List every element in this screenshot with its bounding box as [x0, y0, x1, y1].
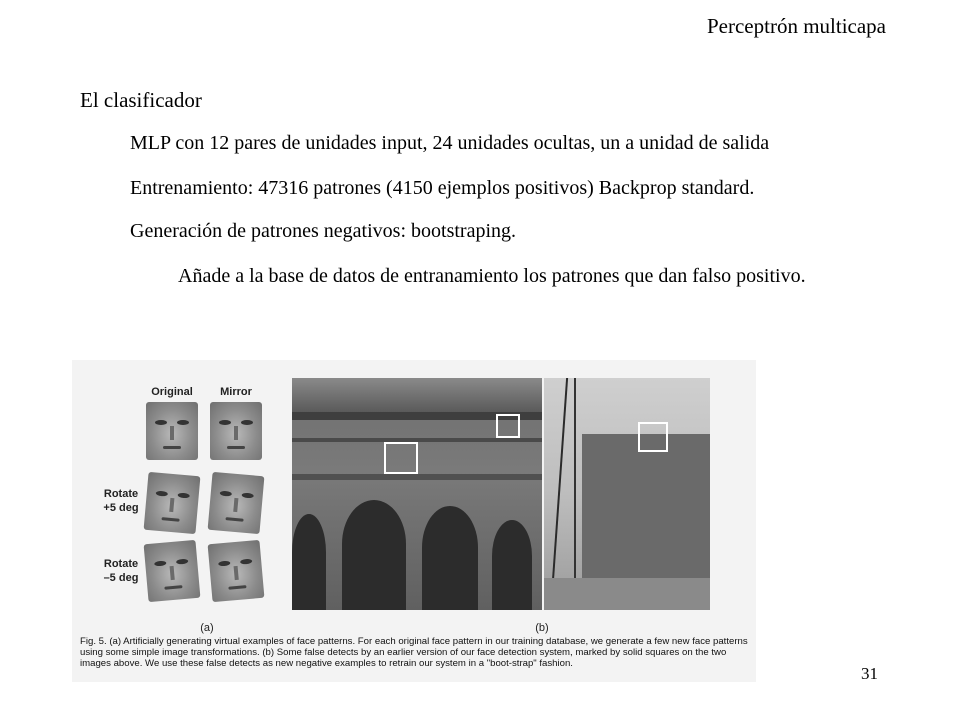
photo-building-trees	[544, 378, 710, 610]
col-label-mirror: Mirror	[220, 386, 252, 398]
false-detect-box-1	[384, 442, 418, 474]
page-number: 31	[861, 664, 878, 683]
row-label-rotate-plus-1: Rotate	[103, 488, 139, 500]
face-rotate-plus-mirror	[208, 472, 265, 534]
bullet-2: Entrenamiento: 47316 patrones (4150 ejemplos positivos) Backprop standard.	[130, 177, 755, 199]
face-rotate-minus-mirror	[208, 540, 265, 602]
false-detect-box-2	[496, 414, 520, 438]
col-label-original: Original	[151, 386, 193, 398]
bullet-3: Generación de patrones negativos: bootstraping.	[130, 220, 516, 242]
slide-header-title: Perceptrón multicapa	[706, 14, 886, 38]
face-original	[146, 402, 198, 460]
photo-admiralty-arch	[292, 378, 542, 610]
face-rotate-plus	[144, 472, 201, 534]
sub-bullet: Añade a la base de datos de entranamiento los patrones que dan falso positivo.	[178, 265, 806, 287]
figure-caption: Fig. 5. (a) Artificially generating virtual examples of face patterns. For each original face pattern in our training database, we generate a few new face patterns using some simple image transformations. (b) Some false detects by an earlier version of our face detection system, marked by solid squares on the two images above. We use these false detects as new negative examples to retrain our system in a "boot-strap" fashion.	[80, 636, 748, 669]
row-label-rotate-minus-2: –5 deg	[103, 572, 139, 584]
false-detect-box-3	[638, 422, 668, 452]
row-label-rotate-minus-1: Rotate	[103, 558, 139, 570]
panel-label-a: (a)	[200, 622, 214, 634]
row-label-rotate-plus-2: +5 deg	[103, 502, 139, 514]
figure-face-detection	[72, 360, 756, 682]
section-title: El clasificador	[80, 88, 202, 112]
face-mirror	[210, 402, 262, 460]
panel-label-b: (b)	[535, 622, 549, 634]
face-rotate-minus	[144, 540, 201, 602]
bullet-1: MLP con 12 pares de unidades input, 24 unidades ocultas, un a unidad de salida	[130, 132, 770, 154]
